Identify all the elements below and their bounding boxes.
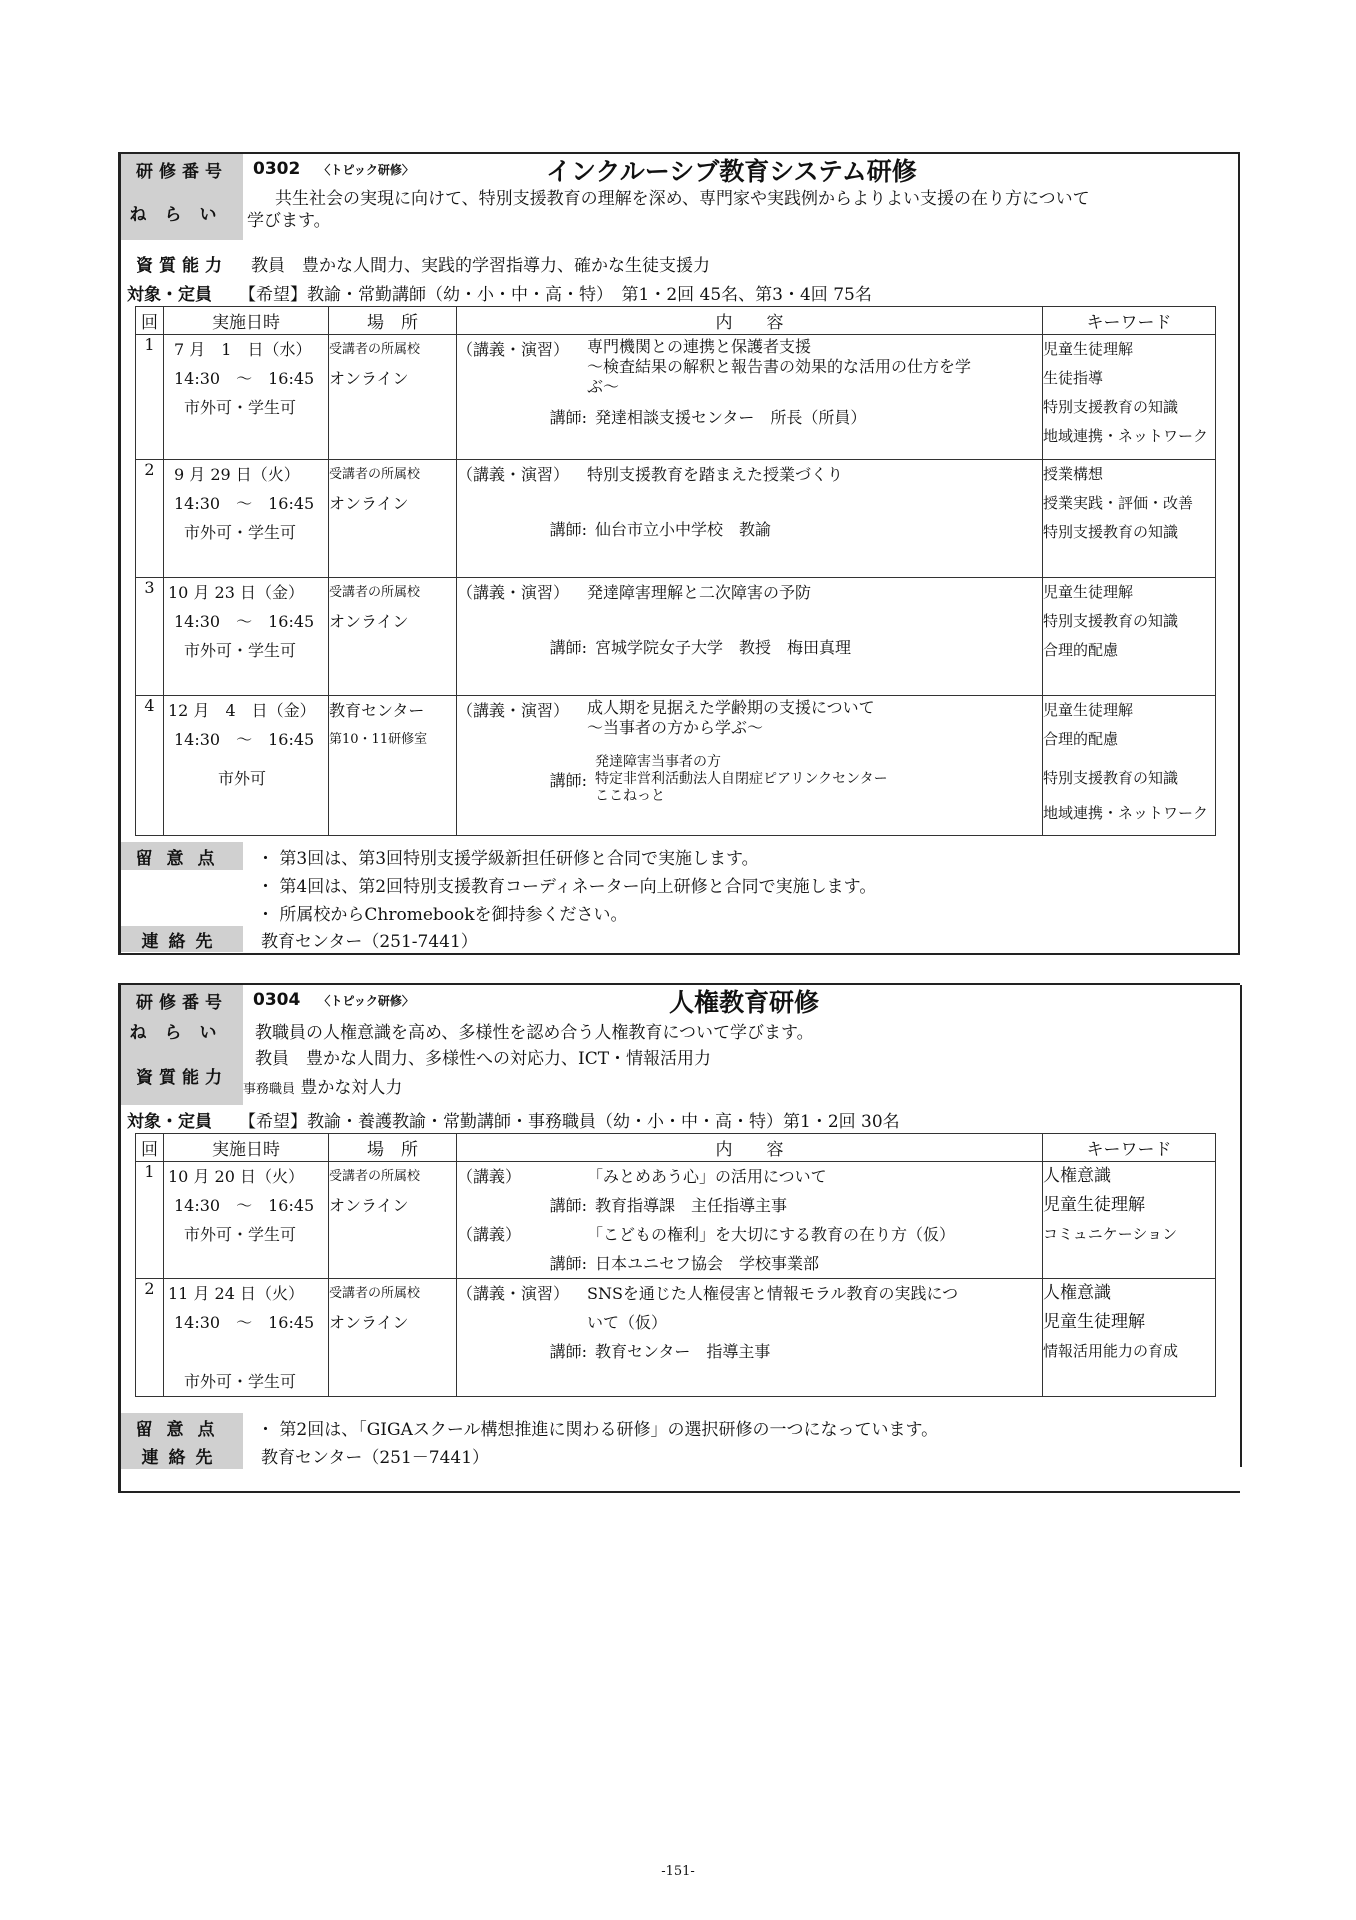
col-keyword-header: キーワード: [1043, 307, 1216, 335]
ability-text-staff: 豊かな対人力: [300, 1078, 403, 1098]
session-number: 4: [136, 696, 164, 836]
schedule-table: [135, 1133, 1216, 1397]
aim-row: [121, 184, 1238, 240]
notes-label: 留意点: [121, 842, 243, 870]
session-note: 市外可・学生可: [184, 523, 297, 542]
keyword: 地域連携・ネットワーク: [1043, 427, 1209, 445]
session-note: 市外可・学生可: [184, 1225, 297, 1244]
note-item: ・ 第4回は、第2回特別支援教育コーディネーター向上研修と合同で実施します。: [257, 876, 877, 897]
session-place: 受講者の所属校: [329, 1286, 421, 1301]
session-number: 2: [136, 460, 164, 578]
session-note: 市外可・学生可: [184, 1372, 297, 1391]
notes-row: [121, 842, 1238, 870]
keyword: 授業実践・評価・改善: [1043, 494, 1194, 512]
session-content-sub: いて（仮）: [587, 1313, 668, 1332]
session-lecturer: 発達相談支援センター 所長（所員）: [595, 408, 867, 427]
col-content-header: 内 容: [457, 307, 1043, 335]
col-place-header: 場 所: [329, 1134, 457, 1162]
note-item: ・ 所属校からChromebookを御持参ください。: [257, 904, 628, 925]
lecturer-label: 講師:: [549, 638, 587, 657]
session-time: 14:30 ～ 16:45: [174, 494, 315, 513]
session-place-online: オンライン: [329, 369, 409, 388]
keyword: 特別支援教育の知識: [1043, 612, 1179, 630]
session-date: 10 月 23 日（金）: [168, 583, 304, 602]
note-item: ・ 第2回は、「GIGAスクール構想推進に関わる研修」の選択研修の一つになっています。: [257, 1419, 939, 1440]
session-type: （講義・演習）: [457, 1284, 570, 1303]
session-type: （講義）: [457, 1225, 522, 1244]
page-number: -151-: [661, 1864, 695, 1879]
contact-label: 連絡先: [121, 926, 243, 952]
schedule-header-row: [136, 1134, 1216, 1162]
session-lecturer-group: ここねっと: [595, 788, 665, 804]
keyword: 生徒指導: [1043, 369, 1104, 387]
session-lecturer-org: 特定非営利活動法人自閉症ピアリンクセンター: [595, 771, 888, 787]
course-tag: 〈トピック研修〉: [318, 993, 414, 1008]
session-date: 7 月 1 日（水）: [174, 340, 312, 359]
lecturer-label: 講師:: [549, 408, 587, 427]
session-number: 1: [136, 335, 164, 460]
ability-row: [121, 248, 1238, 278]
aim-label: ねらい: [121, 184, 243, 240]
session-place-online: オンライン: [329, 1313, 409, 1332]
session-type: （講義・演習）: [457, 465, 570, 484]
target-text: 【希望】教諭・常勤講師（幼・小・中・高・特） 第1・2回 45名、第3・4回 75名: [239, 284, 872, 305]
session-date: 10 月 20 日（火）: [168, 1167, 304, 1186]
session-content: SNSを通じた人権侵害と情報モラル教育の実践につ: [587, 1284, 959, 1303]
keyword: 人権意識: [1043, 1283, 1111, 1303]
session-lecturer: 教育指導課 主任指導主事: [595, 1196, 788, 1215]
session-type: （講義）: [457, 1167, 522, 1186]
course-block-0302: [118, 152, 1240, 955]
session-content: 「みとめあう心」の活用について: [587, 1167, 827, 1186]
keyword: 合理的配慮: [1043, 641, 1119, 659]
ability-role-staff: 事務職員: [243, 1082, 296, 1097]
course-title: 人権教育研修: [669, 988, 820, 1017]
note-item: ・ 第3回は、第3回特別支援学級新担任研修と合同で実施します。: [257, 848, 759, 869]
aim-label: ねらい: [121, 1015, 243, 1045]
session-date: 9 月 29 日（火）: [174, 465, 300, 484]
session-content-sub: ～検査結果の解釈と報告書の効果的な活用の仕方を学: [587, 357, 972, 376]
contact-text: 教育センター（251－7441）: [261, 1447, 490, 1468]
session-place-online: オンライン: [329, 612, 409, 631]
lecturer-label: 講師:: [549, 1196, 587, 1215]
session-lecturer: 仙台市立小中学校 教諭: [595, 520, 772, 539]
session-note: 市外可・学生可: [184, 641, 297, 660]
keyword: 児童生徒理解: [1043, 1195, 1145, 1215]
session-place: 受講者の所属校: [329, 1169, 421, 1184]
col-content-header: 内 容: [457, 1134, 1043, 1162]
keyword: 特別支援教育の知識: [1043, 769, 1179, 787]
col-no-header: 回: [136, 1134, 164, 1162]
session-content-sub: ～当事者の方から学ぶ～: [587, 718, 764, 737]
session-number: 2: [136, 1279, 164, 1397]
session-room: 第10・11研修室: [329, 732, 428, 747]
session-place: 受講者の所属校: [329, 342, 421, 357]
session-time: 14:30 ～ 16:45: [174, 1313, 315, 1332]
session-content: 専門機関との連携と保護者支援: [587, 337, 812, 356]
session-note: 市外可: [218, 769, 267, 788]
session-lecturer: 日本ユニセフ協会 学校事業部: [595, 1254, 820, 1273]
note-item-row: [257, 870, 876, 898]
keyword: 児童生徒理解: [1043, 1312, 1145, 1332]
keyword: 情報活用能力の育成: [1043, 1342, 1179, 1360]
target-label: 対象・定員: [121, 1105, 239, 1133]
lecturer-label: 講師:: [549, 1254, 587, 1273]
col-place-header: 場 所: [329, 307, 457, 335]
course-code: 0302: [253, 159, 301, 179]
session-time: 14:30 ～ 16:45: [174, 612, 315, 631]
session-place: 受講者の所属校: [329, 467, 421, 482]
target-row: [121, 1105, 1238, 1133]
table-row: [136, 1162, 1216, 1279]
keyword: 児童生徒理解: [1043, 340, 1134, 358]
notes-label: 留意点: [121, 1413, 243, 1441]
aim-text: 教職員の人権意識を高め、多様性を認め合う人権教育について学びます。: [255, 1022, 814, 1043]
session-content: 成人期を見据えた学齢期の支援について: [587, 698, 875, 717]
keyword: 特別支援教育の知識: [1043, 523, 1179, 541]
table-row: [136, 460, 1216, 578]
contact-row: [121, 926, 1238, 952]
session-lecturer: 発達障害当事者の方: [595, 754, 721, 770]
table-row: [136, 1279, 1216, 1397]
session-note: 市外可・学生可: [184, 398, 297, 417]
session-place-online: オンライン: [329, 1196, 409, 1215]
contact-label: 連絡先: [121, 1441, 243, 1469]
keyword: 地域連携・ネットワーク: [1043, 804, 1209, 822]
keyword: 授業構想: [1043, 465, 1104, 483]
notes-row: [121, 1413, 1238, 1441]
course-block-0304: [118, 983, 1240, 1493]
session-lecturer: 宮城学院女子大学 教授 梅田真理: [595, 638, 852, 657]
session-time: 14:30 ～ 16:45: [174, 730, 315, 749]
session-place-online: オンライン: [329, 494, 409, 513]
col-date-header: 実施日時: [164, 1134, 329, 1162]
keyword: コミュニケーション: [1043, 1225, 1178, 1243]
keyword: 特別支援教育の知識: [1043, 398, 1179, 416]
session-number: 1: [136, 1162, 164, 1279]
schedule-table: [135, 306, 1216, 836]
session-time: 14:30 ～ 16:45: [174, 1196, 315, 1215]
session-number: 3: [136, 578, 164, 696]
contact-row: [121, 1441, 1238, 1469]
lecturer-label: 講師:: [549, 771, 587, 790]
table-row: [136, 578, 1216, 696]
session-content: 「こどもの権利」を大切にする教育の在り方（仮）: [587, 1225, 956, 1244]
ability-label: 資質能力: [121, 1045, 243, 1105]
target-label: 対象・定員: [121, 278, 239, 306]
ability-text: 教員 豊かな人間力、実践的学習指導力、確かな生徒支援力: [251, 255, 710, 276]
right-border-line: [1240, 985, 1242, 1467]
aim-text-line2: 学びます。: [247, 211, 331, 231]
course-tag: 〈トピック研修〉: [318, 162, 414, 177]
session-place: 教育センター: [329, 701, 425, 720]
target-text: 【希望】教諭・養護教諭・常勤講師・事務職員（幼・小・中・高・特）第1・2回 30名: [239, 1111, 900, 1132]
lecturer-label: 講師:: [549, 520, 587, 539]
aim-text-line1: 共生社会の実現に向けて、特別支援教育の理解を深め、専門家や実践例からよりよい支援の在り方について: [275, 189, 1090, 209]
session-type: （講義・演習）: [457, 701, 570, 720]
session-type: （講義・演習）: [457, 340, 570, 359]
aim-row: [121, 1015, 1238, 1045]
course-number-label: 研修番号: [121, 985, 243, 1015]
lecturer-label: 講師:: [549, 1342, 587, 1361]
session-lecturer: 教育センター 指導主事: [595, 1342, 771, 1361]
table-row: [136, 696, 1216, 836]
session-content: 発達障害理解と二次障害の予防: [587, 583, 812, 602]
session-content: 特別支援教育を踏まえた授業づくり: [587, 465, 844, 484]
keyword: 人権意識: [1043, 1166, 1111, 1186]
session-date: 12 月 4 日（金）: [168, 701, 316, 720]
note-item-row: [257, 898, 628, 926]
ability-label: 資質能力: [121, 248, 243, 278]
session-content-sub2: ぶ～: [587, 377, 620, 396]
col-keyword-header: キーワード: [1043, 1134, 1216, 1162]
col-no-header: 回: [136, 307, 164, 335]
session-place: 受講者の所属校: [329, 585, 421, 600]
target-row: [121, 278, 1238, 306]
keyword: 合理的配慮: [1043, 730, 1119, 748]
ability-row: [121, 1045, 1238, 1105]
ability-text-teacher: 教員 豊かな人間力、多様性への対応力、ICT・情報活用力: [255, 1049, 712, 1069]
col-date-header: 実施日時: [164, 307, 329, 335]
keyword: 児童生徒理解: [1043, 701, 1134, 719]
keyword: 児童生徒理解: [1043, 583, 1134, 601]
course-title: インクルーシブ教育システム研修: [546, 157, 917, 186]
session-time: 14:30 ～ 16:45: [174, 369, 315, 388]
table-row: [136, 335, 1216, 460]
course-code: 0304: [253, 990, 301, 1010]
session-type: （講義・演習）: [457, 583, 570, 602]
contact-text: 教育センター（251-7441）: [261, 931, 478, 952]
schedule-header-row: [136, 307, 1216, 335]
course-number-label: 研修番号: [121, 154, 243, 184]
session-date: 11 月 24 日（火）: [168, 1284, 304, 1303]
